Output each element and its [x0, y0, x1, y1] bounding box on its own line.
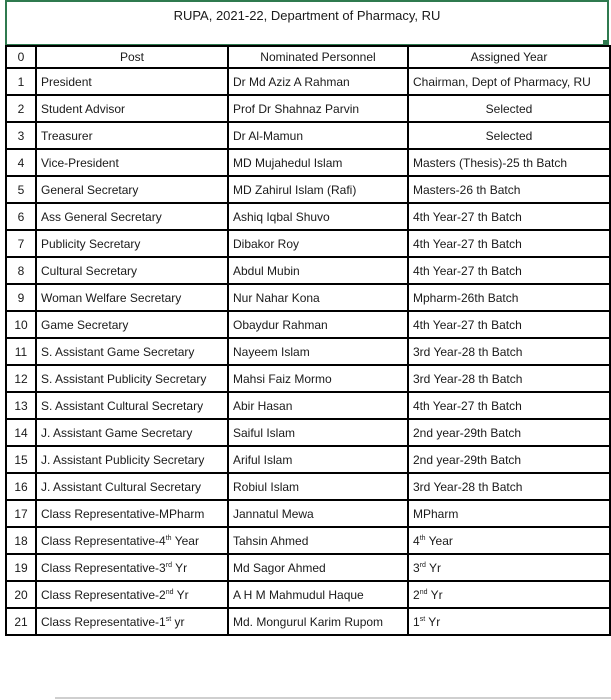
personnel-cell[interactable]: A H M Mahmudul Haque [228, 581, 408, 608]
assigned-year-cell[interactable]: 3rd Year-28 th Batch [408, 365, 610, 392]
row-index-cell[interactable]: 1 [6, 68, 36, 95]
table-row [6, 581, 610, 608]
assigned-year-cell[interactable]: 3rd Year-28 th Batch [408, 338, 610, 365]
assigned-year-cell[interactable]: 4th Year-27 th Batch [408, 257, 610, 284]
post-cell[interactable]: Cultural Secretary [36, 257, 228, 284]
row-index-cell[interactable]: 4 [6, 149, 36, 176]
assigned-year-cell[interactable]: 4th Year-27 th Batch [408, 203, 610, 230]
row-index-cell[interactable]: 17 [6, 500, 36, 527]
assigned-year-cell[interactable]: MPharm [408, 500, 610, 527]
table-row [6, 527, 610, 554]
year-text: 2 [413, 587, 420, 602]
row-index-cell[interactable]: 16 [6, 473, 36, 500]
personnel-cell[interactable]: Saiful Islam [228, 419, 408, 446]
post-text-tail: Yr [171, 560, 188, 575]
row-index-cell[interactable]: 9 [6, 284, 36, 311]
post-text-tail: Yr [173, 587, 189, 602]
post-cell[interactable]: J. Assistant Cultural Secretary [36, 473, 228, 500]
header-personnel[interactable]: Nominated Personnel [228, 46, 408, 68]
row-index-cell[interactable]: 6 [6, 203, 36, 230]
year-ordinal-suffix: th [419, 534, 426, 542]
personnel-cell[interactable]: Dr Al-Mamun [228, 122, 408, 149]
year-ordinal-suffix: nd [419, 588, 428, 596]
post-cell[interactable] [36, 608, 228, 635]
post-cell[interactable]: Treasurer [36, 122, 228, 149]
table-row [6, 554, 610, 581]
table-row [6, 311, 610, 338]
post-ordinal-suffix: th [165, 534, 172, 542]
assigned-year-cell[interactable]: 4th Year-27 th Batch [408, 230, 610, 257]
assigned-year-cell[interactable]: Chairman, Dept of Pharmacy, RU [408, 68, 610, 95]
table-row [6, 392, 610, 419]
row-index-cell[interactable]: 7 [6, 230, 36, 257]
table-row [6, 419, 610, 446]
post-ordinal-suffix: rd [165, 561, 172, 569]
post-cell[interactable]: Student Advisor [36, 95, 228, 122]
year-text: 4 [413, 533, 420, 548]
row-index-cell[interactable]: 21 [6, 608, 36, 635]
post-text-tail: yr [171, 614, 185, 629]
row-index-cell[interactable]: 13 [6, 392, 36, 419]
table-row [6, 68, 610, 95]
personnel-cell[interactable]: Abdul Mubin [228, 257, 408, 284]
personnel-cell[interactable]: Dibakor Roy [228, 230, 408, 257]
assigned-year-cell[interactable]: Mpharm-26th Batch [408, 284, 610, 311]
assigned-year-cell[interactable] [408, 608, 610, 635]
post-cell[interactable]: S. Assistant Cultural Secretary [36, 392, 228, 419]
header-post[interactable]: Post [36, 46, 228, 68]
post-cell[interactable]: Vice-President [36, 149, 228, 176]
assigned-year-cell[interactable] [408, 581, 610, 608]
row-index-cell[interactable]: 19 [6, 554, 36, 581]
post-cell[interactable]: Woman Welfare Secretary [36, 284, 228, 311]
year-text-tail: Yr [427, 587, 443, 602]
post-cell[interactable]: J. Assistant Publicity Secretary [36, 446, 228, 473]
assigned-year-cell[interactable]: Masters-26 th Batch [408, 176, 610, 203]
row-index-cell[interactable]: 18 [6, 527, 36, 554]
table-row [6, 284, 610, 311]
personnel-cell[interactable]: Robiul Islam [228, 473, 408, 500]
table-row [6, 149, 610, 176]
assigned-year-cell[interactable]: Masters (Thesis)-25 th Batch [408, 149, 610, 176]
personnel-cell[interactable]: Tahsin Ahmed [228, 527, 408, 554]
table-row [6, 338, 610, 365]
personnel-cell[interactable]: Ashiq Iqbal Shuvo [228, 203, 408, 230]
row-index-cell[interactable]: 10 [6, 311, 36, 338]
row-index-cell[interactable]: 2 [6, 95, 36, 122]
assigned-year-cell[interactable] [408, 527, 610, 554]
table-row [6, 446, 610, 473]
personnel-cell[interactable]: Nur Nahar Kona [228, 284, 408, 311]
post-text: Class Representative-2 [41, 587, 166, 602]
header-index[interactable]: 0 [6, 46, 36, 68]
assigned-year-cell[interactable]: 3rd Year-28 th Batch [408, 473, 610, 500]
personnel-cell[interactable]: Nayeem Islam [228, 338, 408, 365]
post-cell[interactable]: J. Assistant Game Secretary [36, 419, 228, 446]
assigned-year-cell[interactable]: 4th Year-27 th Batch [408, 311, 610, 338]
personnel-cell[interactable]: Abir Hasan [228, 392, 408, 419]
row-index-cell[interactable]: 11 [6, 338, 36, 365]
personnel-cell[interactable]: Jannatul Mewa [228, 500, 408, 527]
post-cell[interactable]: Class Representative-MPharm [36, 500, 228, 527]
year-text-tail: Yr [425, 560, 442, 575]
table-row [6, 500, 610, 527]
post-cell[interactable]: Game Secretary [36, 311, 228, 338]
post-ordinal-suffix: nd [165, 588, 174, 596]
post-cell[interactable]: Ass General Secretary [36, 203, 228, 230]
year-ordinal-suffix: rd [419, 561, 426, 569]
year-text-tail: Year [425, 533, 453, 548]
table-row [6, 176, 610, 203]
row-index-cell[interactable]: 20 [6, 581, 36, 608]
post-text: Class Representative-1 [41, 614, 166, 629]
year-text: 1 [413, 614, 420, 629]
table-row [6, 203, 610, 230]
post-cell[interactable]: S. Assistant Game Secretary [36, 338, 228, 365]
row-index-cell[interactable]: 15 [6, 446, 36, 473]
year-text-tail: Yr [425, 614, 441, 629]
committee-table [5, 45, 611, 636]
personnel-cell[interactable]: Ariful Islam [228, 446, 408, 473]
personnel-cell[interactable]: Prof Dr Shahnaz Parvin [228, 95, 408, 122]
table-row [6, 95, 610, 122]
table-row [6, 230, 610, 257]
assigned-year-cell[interactable]: Selected [408, 95, 610, 122]
table-row [6, 365, 610, 392]
assigned-year-cell[interactable]: Selected [408, 122, 610, 149]
header-assigned-year[interactable]: Assigned Year [408, 46, 610, 68]
personnel-cell[interactable]: MD Mujahedul Islam [228, 149, 408, 176]
post-text: Class Representative-4 [41, 533, 166, 548]
year-text: 3 [413, 560, 420, 575]
row-index-cell[interactable]: 5 [6, 176, 36, 203]
personnel-cell[interactable]: Md. Mongurul Karim Rupom [228, 608, 408, 635]
table-row [6, 257, 610, 284]
post-cell[interactable]: S. Assistant Publicity Secretary [36, 365, 228, 392]
personnel-cell[interactable]: Dr Md Aziz A Rahman [228, 68, 408, 95]
table-row [6, 608, 610, 635]
personnel-cell[interactable]: Obaydur Rahman [228, 311, 408, 338]
year-ordinal-suffix: st [419, 615, 426, 623]
row-index-cell[interactable]: 14 [6, 419, 36, 446]
table-row [6, 473, 610, 500]
assigned-year-cell[interactable] [408, 554, 610, 581]
table-row [6, 122, 610, 149]
personnel-cell[interactable]: MD Zahirul Islam (Rafi) [228, 176, 408, 203]
post-cell[interactable] [36, 554, 228, 581]
personnel-cell[interactable]: Md Sagor Ahmed [228, 554, 408, 581]
post-cell[interactable]: President [36, 68, 228, 95]
post-cell[interactable] [36, 581, 228, 608]
assigned-year-cell[interactable]: 4th Year-27 th Batch [408, 392, 610, 419]
post-text: Class Representative-3 [41, 560, 166, 575]
assigned-year-cell[interactable]: 2nd year-29th Batch [408, 419, 610, 446]
post-cell[interactable]: Publicity Secretary [36, 230, 228, 257]
assigned-year-cell[interactable]: 2nd year-29th Batch [408, 446, 610, 473]
row-index-cell[interactable]: 8 [6, 257, 36, 284]
bottom-edge-shadow [55, 697, 611, 699]
post-ordinal-suffix: st [165, 615, 172, 623]
row-index-cell[interactable]: 3 [6, 122, 36, 149]
post-cell[interactable]: General Secretary [36, 176, 228, 203]
post-text-tail: Year [171, 533, 199, 548]
sheet-title: RUPA, 2021-22, Department of Pharmacy, RU [173, 8, 441, 23]
title-cell[interactable] [5, 0, 609, 46]
personnel-cell[interactable]: Mahsi Faiz Mormo [228, 365, 408, 392]
header-row [6, 46, 610, 68]
post-cell[interactable] [36, 527, 228, 554]
row-index-cell[interactable]: 12 [6, 365, 36, 392]
